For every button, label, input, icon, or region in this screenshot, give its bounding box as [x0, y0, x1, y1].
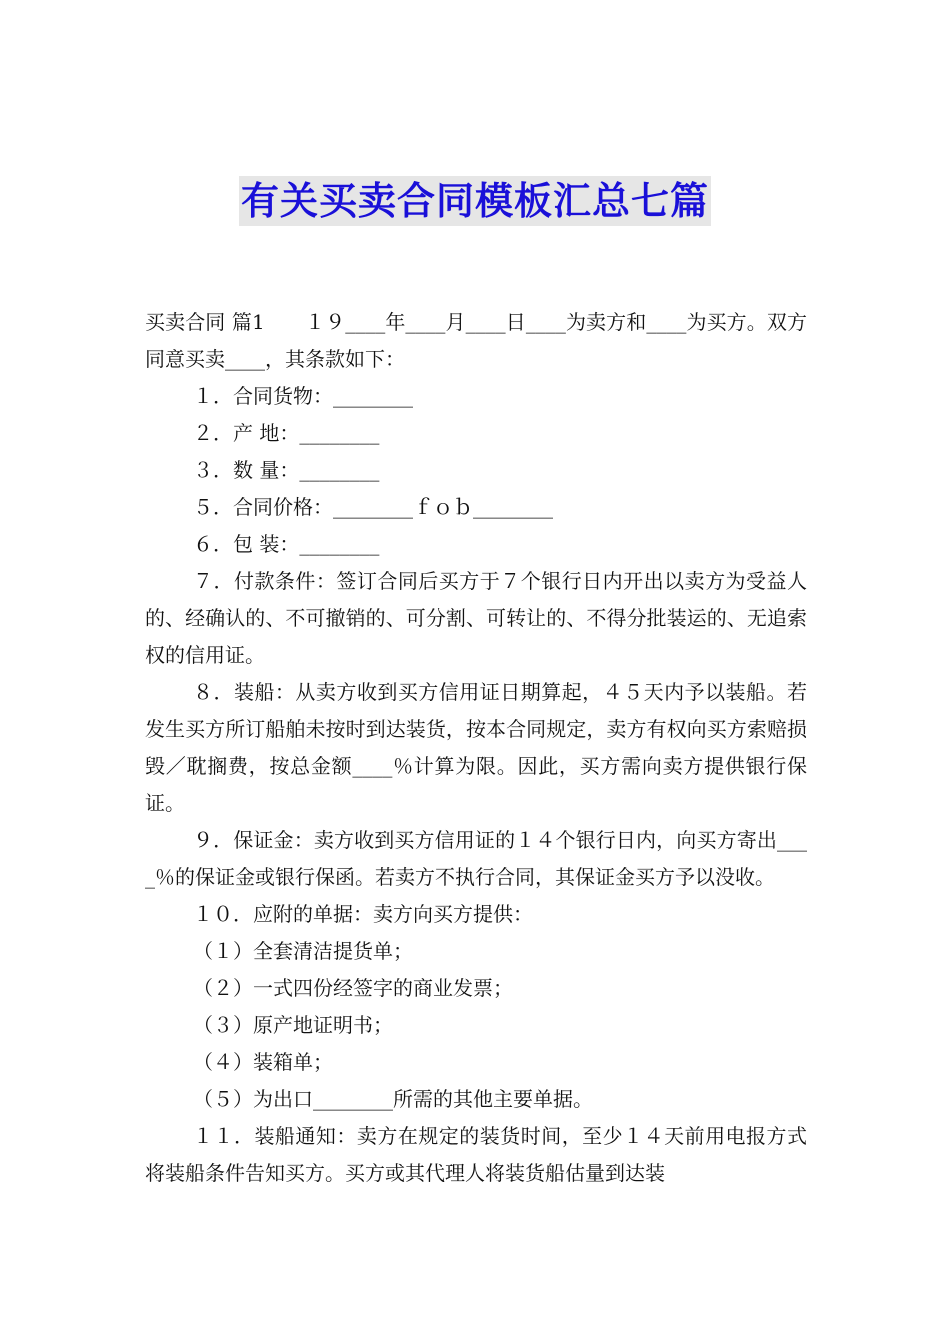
intro-paragraph: 买卖合同 篇1 １９____年____月____日____为卖方和____为买方。双方同意买卖____，其条款如下：	[145, 310, 807, 371]
clause-quantity: ３．数 量：________	[193, 458, 380, 482]
document-item-2: （２）一式四份经签字的商业发票；	[193, 976, 513, 1000]
document-title: 有关买卖合同模板汇总七篇	[239, 176, 711, 226]
document-body	[145, 304, 807, 1192]
clause-documents: １０．应附的单据：卖方向买方提供：	[193, 902, 533, 926]
clause-payment: ７．付款条件：签订合同后买方于７个银行日内开出以卖方为受益人的、经确认的、不可撤销的、可分割、可转让的、不得分批装运的、无追索权的信用证。	[145, 569, 807, 667]
title-container	[0, 176, 950, 226]
clause-goods: １．合同货物：________	[193, 384, 413, 408]
document-item-3: （３）原产地证明书；	[193, 1013, 393, 1037]
clause-shipping-notice: １１．装船通知：卖方在规定的装货时间，至少１４天前用电报方式将装船条件告知买方。买方或其代理人将装货船估量到达装	[145, 1124, 807, 1185]
clause-deposit: ９．保证金：卖方收到买方信用证的１４个银行日内，向买方寄出____％的保证金或银行保函。若卖方不执行合同，其保证金买方予以没收。	[145, 828, 807, 889]
clause-packing: ６．包 装：________	[193, 532, 380, 556]
clause-shipment: ８．装船：从卖方收到买方信用证日期算起，４５天内予以装船。若发生买方所订船舶未按时到达装货，按本合同规定，卖方有权向买方索赔损毁／耽搁费，按总金额____％计算为限。因此，买方需向卖方提供银行保证。	[145, 680, 807, 815]
document-item-5: （５）为出口________所需的其他主要单据。	[193, 1087, 593, 1111]
clause-price: ５．合同价格：________ｆｏｂ________	[193, 495, 553, 519]
document-item-4: （４）装箱单；	[193, 1050, 333, 1074]
document-item-1: （１）全套清洁提货单；	[193, 939, 413, 963]
clause-origin: ２．产 地：________	[193, 421, 380, 445]
